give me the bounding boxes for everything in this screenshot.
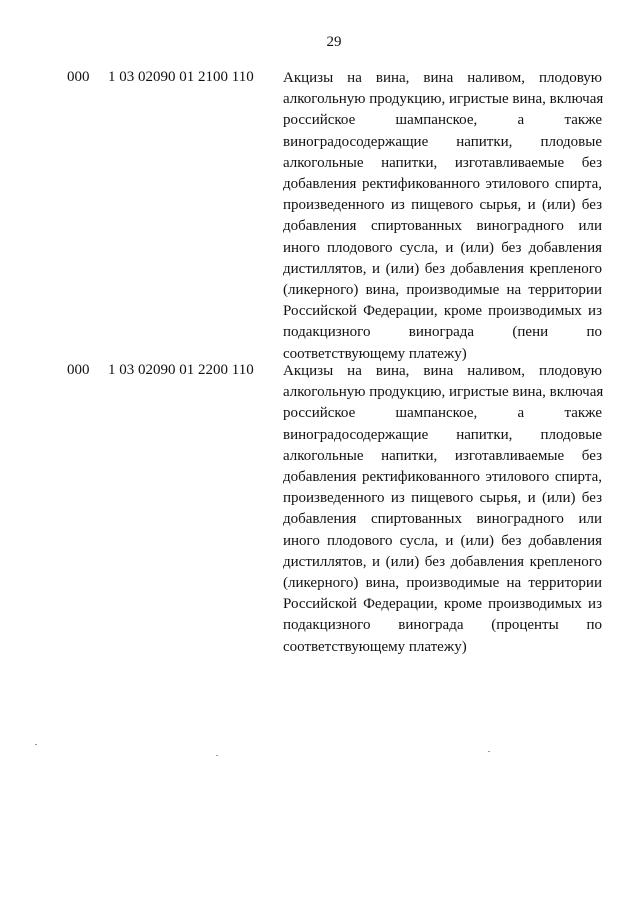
description-line: соответствующему платежу) — [283, 345, 467, 362]
description-line: виноградосодержащие напитки, плодовые — [283, 426, 602, 443]
description-line: Российской Федерации, кроме производимых из — [283, 596, 602, 613]
description-line: (ликерного) вина, производимые на территории — [283, 575, 602, 592]
description-line: добавления ректификованного этилового спирта, — [283, 176, 602, 193]
description-line: (ликерного) вина, производимые на территории — [283, 282, 602, 299]
description-line: дистиллятов, и (или) без добавления крепленого — [283, 260, 602, 277]
description-line: Российской Федерации, кроме производимых из — [283, 303, 602, 320]
description-line: Акцизы на вина, вина наливом, плодовую — [283, 70, 602, 86]
description-line: добавления спиртованных виноградного или — [283, 511, 602, 528]
description-line: подакцизного винограда (проценты по — [283, 617, 602, 634]
description-line: дистиллятов, и (или) без добавления крепленого — [283, 553, 602, 570]
description-line: алкогольные напитки, изготавливаемые без — [283, 154, 602, 171]
description-line: алкогольные напитки, изготавливаемые без — [283, 447, 602, 464]
description-line: алкогольную продукцию, игристые вина, включая — [283, 91, 604, 108]
scan-speck — [488, 751, 490, 752]
administrator-code: 000 — [67, 69, 90, 85]
description-line: Акцизы на вина, вина наливом, плодовую — [283, 363, 602, 379]
description-line: российское шампанское, а также — [283, 112, 602, 129]
description-line: соответствующему платежу) — [283, 638, 467, 655]
description-line: добавления ректификованного этилового спирта, — [283, 469, 602, 486]
scan-speck — [216, 755, 218, 756]
description-line: иного плодового сусла, и (или) без добавления — [283, 532, 602, 549]
description-line: подакцизного винограда (пени по — [283, 324, 602, 341]
administrator-code: 000 — [67, 362, 90, 378]
page-number: 29 — [326, 34, 342, 50]
description-line: виноградосодержащие напитки, плодовые — [283, 133, 602, 150]
budget-classification-code: 1 03 02090 01 2100 110 — [108, 69, 254, 85]
scan-speck — [35, 744, 37, 745]
description-line: добавления спиртованных виноградного или — [283, 218, 602, 235]
description-line: произведенного из пищевого сырья, и (или) без — [283, 197, 602, 214]
description-line: иного плодового сусла, и (или) без добавления — [283, 239, 602, 256]
description-line: произведенного из пищевого сырья, и (или) без — [283, 490, 602, 507]
income-description — [283, 361, 602, 658]
budget-classification-code: 1 03 02090 01 2200 110 — [108, 362, 254, 378]
description-line: российское шампанское, а также — [283, 405, 602, 422]
description-line: алкогольную продукцию, игристые вина, включая — [283, 384, 604, 401]
income-description — [283, 68, 602, 365]
